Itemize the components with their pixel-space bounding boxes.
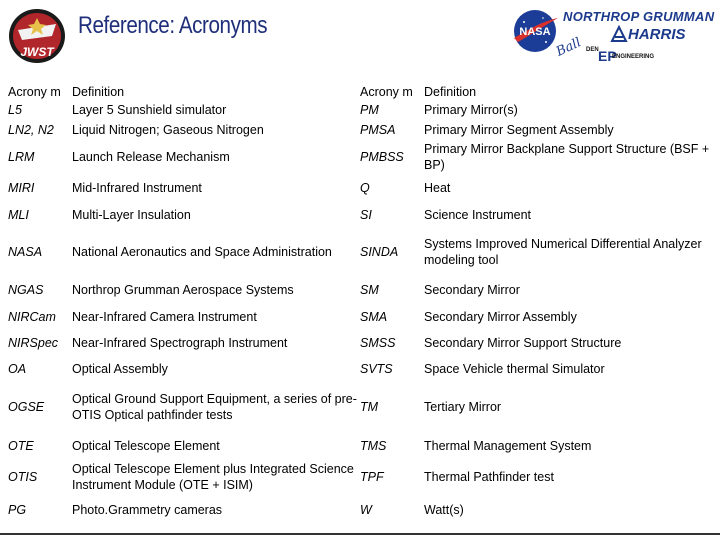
acronym-cell: SVTS: [360, 361, 393, 376]
definition-cell: Near-Infrared Spectrograph Instrument: [72, 336, 288, 350]
table-row: [8, 174, 720, 202]
acronym-cell: SINDA: [360, 245, 399, 259]
acronym-cell: Q: [360, 181, 370, 195]
acronym-cell: NIRSpec: [8, 336, 59, 350]
definition-cell: Liquid Nitrogen; Gaseous Nitrogen: [72, 123, 264, 137]
acronym-cell: OTE: [8, 438, 34, 453]
definition-cell: Near-Infrared Camera Instrument: [72, 310, 257, 324]
definition-cell: Optical Ground Support Equipment, a series of pre-OTIS Optical pathfinder tests: [72, 392, 357, 422]
acronym-table-body: [8, 68, 720, 524]
acronym-cell: SI: [360, 208, 372, 222]
acronym-cell: PG: [8, 503, 27, 517]
acronym-cell: PMSA: [360, 123, 396, 137]
acronym-cell: PM: [360, 103, 379, 117]
table-header-row: [8, 68, 720, 100]
definition-cell: Secondary Mirror: [424, 283, 520, 297]
acronym-cell: TMS: [360, 438, 387, 453]
definition-cell: Systems Improved Numerical Differential Analyzer modeling tool: [424, 237, 702, 267]
col-acronym-header-2: Acrony m: [360, 85, 413, 99]
table-row: [8, 433, 720, 458]
acronym-cell: SMA: [360, 310, 388, 324]
acronym-cell: NASA: [8, 245, 43, 259]
definition-cell: Layer 5 Sunshield simulator: [72, 103, 227, 117]
acronym-cell: LRM: [8, 150, 35, 164]
acronym-cell: W: [360, 503, 372, 517]
acronym-cell: SMSS: [360, 336, 396, 350]
col-acronym-header: Acrony m: [8, 85, 61, 99]
table-row: [8, 330, 720, 356]
definition-cell: Launch Release Mechanism: [72, 150, 230, 164]
definition-cell: Thermal Management System: [424, 438, 592, 453]
acronym-cell: L5: [8, 103, 22, 117]
table-row: [8, 356, 720, 381]
definition-cell: National Aeronautics and Space Administration: [72, 245, 332, 259]
definition-cell: Thermal Pathfinder test: [424, 470, 554, 484]
table-row: [8, 496, 720, 524]
den-logo-text: DEN: [586, 47, 599, 53]
harris-mark-icon: [610, 25, 628, 43]
ep-logo-text: EP: [598, 48, 617, 64]
acronym-cell: OTIS: [8, 470, 38, 484]
table-row: [8, 276, 720, 304]
acronym-cell: PMBSS: [360, 150, 404, 164]
definition-cell: Optical Assembly: [72, 361, 168, 376]
jwst-mission-logo: [6, 6, 68, 66]
acronym-cell: TM: [360, 400, 379, 414]
bottom-divider: [0, 533, 720, 535]
nasa-meatball-logo: [510, 8, 560, 54]
table-row: [8, 140, 720, 174]
ball-logo: Ball: [554, 35, 584, 60]
acronym-cell: TPF: [360, 470, 384, 484]
table-row: [8, 202, 720, 228]
acronym-cell: OGSE: [8, 400, 45, 414]
definition-cell: Optical Telescope Element plus Integrated Science Instrument Module (OTE + ISIM): [72, 462, 354, 492]
definition-cell: Primary Mirror(s): [424, 103, 518, 117]
table-row: [8, 120, 720, 140]
engineering-logo-text: ENGINEERING: [612, 54, 655, 60]
definition-cell: Watt(s): [424, 503, 464, 517]
definition-cell: Space Vehicle thermal Simulator: [424, 361, 605, 376]
slide-header: [0, 0, 720, 68]
definition-cell: Primary Mirror Segment Assembly: [424, 123, 614, 137]
table-row: [8, 304, 720, 330]
col-definition-header: Definition: [72, 85, 125, 99]
acronym-cell: NIRCam: [8, 310, 56, 324]
definition-cell: Science Instrument: [424, 208, 531, 222]
acronym-table: [8, 68, 720, 524]
harris-logo: HARRIS: [628, 26, 686, 43]
table-row: [8, 100, 720, 120]
definition-cell: Primary Mirror Backplane Support Structure (BSF + BP): [424, 142, 710, 172]
acronym-cell: OA: [8, 361, 27, 376]
definition-cell: Mid-Infrared Instrument: [72, 181, 202, 195]
definition-cell: Northrop Grumman Aerospace Systems: [72, 283, 294, 297]
acronym-cell: MIRI: [8, 181, 35, 195]
nasa-logo-text: NASA: [519, 26, 551, 38]
definition-cell: Multi-Layer Insulation: [72, 208, 191, 222]
definition-cell: Optical Telescope Element: [72, 438, 220, 453]
acronym-cell: NGAS: [8, 283, 44, 297]
definition-cell: Tertiary Mirror: [424, 400, 502, 414]
acronym-cell: SM: [360, 283, 379, 297]
northrop-grumman-logo: NORTHROP GRUMMAN: [563, 9, 715, 24]
table-row: [8, 458, 720, 496]
jwst-logo-text: JWST: [20, 45, 54, 59]
definition-cell: Photo.Grammetry cameras: [72, 503, 223, 517]
table-row: [8, 228, 720, 276]
definition-cell: Secondary Mirror Support Structure: [424, 336, 622, 350]
acronym-cell: LN2, N2: [8, 123, 54, 137]
acronym-cell: MLI: [8, 208, 29, 222]
definition-cell: Heat: [424, 181, 451, 195]
page-title: Reference: Acronyms: [78, 12, 268, 39]
table-row: [8, 381, 720, 433]
col-definition-header-2: Definition: [424, 85, 477, 99]
definition-cell: Secondary Mirror Assembly: [424, 310, 577, 324]
